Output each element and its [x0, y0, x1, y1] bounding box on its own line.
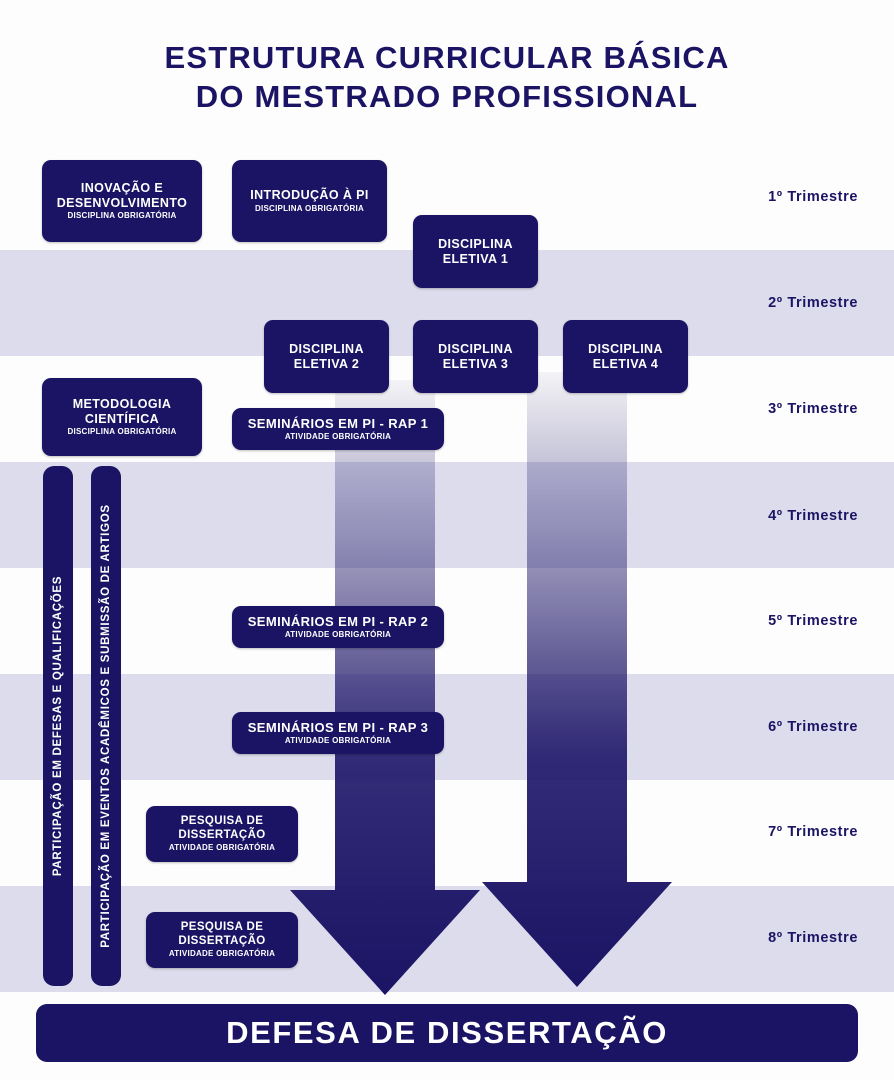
trimester-label-6: 6º Trimestre — [768, 719, 858, 735]
footer-banner-defesa-dissertacao[interactable] — [36, 1004, 858, 1062]
activity-box-seminarios-rap-3[interactable] — [232, 712, 444, 754]
activity-box-seminarios-rap-1-type: ATIVIDADE OBRIGATÓRIA — [284, 432, 392, 442]
activity-box-pesquisa-dissertacao-1-name: PESQUISA DE DISSERTAÇÃO — [178, 814, 266, 841]
activity-box-pesquisa-dissertacao-2[interactable] — [146, 912, 298, 968]
activity-box-seminarios-rap-2-type: ATIVIDADE OBRIGATÓRIA — [284, 630, 392, 640]
trimester-label-2: 2º Trimestre — [768, 295, 858, 311]
course-box-inovacao-desenvolvimento-name: INOVAÇÃO E DESENVOLVIMENTO — [56, 180, 188, 210]
trimester-label-7: 7º Trimestre — [768, 824, 858, 840]
activity-box-pesquisa-dissertacao-2-type: ATIVIDADE OBRIGATÓRIA — [168, 949, 276, 959]
side-bar-defesas-qualificacoes-label: PARTICIPAÇÃO EM DEFESAS E QUALIFICAÇÕES — [52, 575, 64, 877]
footer-banner-label: DEFESA DE DISSERTAÇÃO — [226, 1015, 668, 1050]
side-bar-eventos-academicos[interactable] — [91, 466, 121, 986]
activity-box-seminarios-rap-3-name: SEMINÁRIOS EM PI - RAP 3 — [247, 719, 429, 735]
course-box-metodologia-cientifica-type: DISCIPLINA OBRIGATÓRIA — [67, 427, 177, 437]
course-box-eletiva-3[interactable] — [413, 320, 538, 393]
activity-box-seminarios-rap-1[interactable] — [232, 408, 444, 450]
activity-box-seminarios-rap-2-name: SEMINÁRIOS EM PI - RAP 2 — [247, 613, 429, 629]
course-box-introducao-pi-name: INTRODUÇÃO À PI — [250, 188, 369, 203]
course-box-metodologia-cientifica-name: METODOLOGIA CIENTÍFICA — [72, 396, 172, 426]
course-box-introducao-pi[interactable] — [232, 160, 387, 242]
course-box-inovacao-desenvolvimento-type: DISCIPLINA OBRIGATÓRIA — [67, 211, 177, 221]
course-box-metodologia-cientifica[interactable] — [42, 378, 202, 456]
course-box-inovacao-desenvolvimento[interactable] — [42, 160, 202, 242]
course-box-eletiva-4[interactable] — [563, 320, 688, 393]
course-box-introducao-pi-type: DISCIPLINA OBRIGATÓRIA — [254, 203, 365, 213]
side-bar-eventos-academicos-label: PARTICIPAÇÃO EM EVENTOS ACADÊMICOS E SUBMISSÃO DE ARTIGOS — [100, 504, 113, 948]
side-bar-defesas-qualificacoes[interactable] — [43, 466, 73, 986]
timeline-arrow-left — [290, 380, 480, 995]
page-title-line-2: DO MESTRADO PROFISSIONAL — [195, 79, 699, 115]
trimester-label-5: 5º Trimestre — [768, 613, 858, 629]
course-box-eletiva-1[interactable] — [413, 215, 538, 288]
page-title — [0, 38, 894, 117]
course-box-eletiva-2[interactable] — [264, 320, 389, 393]
activity-box-seminarios-rap-3-type: ATIVIDADE OBRIGATÓRIA — [284, 736, 392, 746]
trimester-label-4: 4º Trimestre — [768, 508, 858, 524]
trimester-label-3: 3º Trimestre — [768, 401, 858, 417]
page-title-line-1: ESTRUTURA CURRICULAR BÁSICA — [164, 40, 730, 75]
activity-box-pesquisa-dissertacao-1-type: ATIVIDADE OBRIGATÓRIA — [168, 843, 276, 853]
timeline-arrow-right — [482, 372, 672, 987]
activity-box-seminarios-rap-2[interactable] — [232, 606, 444, 648]
trimester-label-8: 8º Trimestre — [768, 930, 858, 946]
course-box-eletiva-3-name: DISCIPLINA ELETIVA 3 — [438, 341, 513, 371]
activity-box-pesquisa-dissertacao-1[interactable] — [146, 806, 298, 862]
activity-box-seminarios-rap-1-name: SEMINÁRIOS EM PI - RAP 1 — [247, 415, 429, 431]
activity-box-pesquisa-dissertacao-2-name: PESQUISA DE DISSERTAÇÃO — [178, 920, 266, 947]
course-box-eletiva-1-name: DISCIPLINA ELETIVA 1 — [438, 236, 513, 266]
course-box-eletiva-4-name: DISCIPLINA ELETIVA 4 — [588, 341, 663, 371]
course-box-eletiva-2-name: DISCIPLINA ELETIVA 2 — [289, 341, 364, 371]
trimester-label-1: 1º Trimestre — [768, 189, 858, 205]
